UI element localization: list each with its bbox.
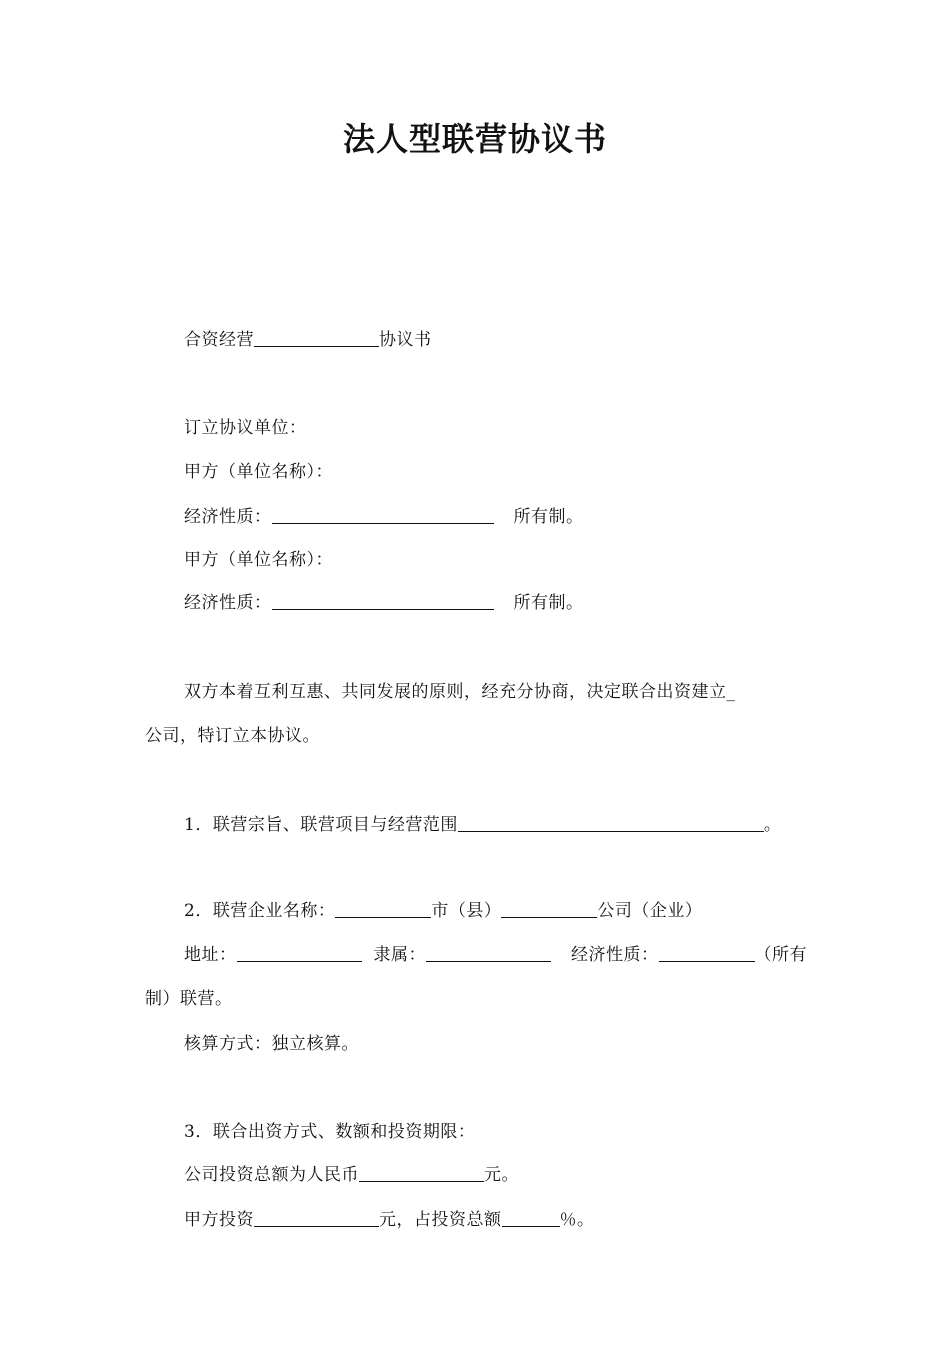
party-a-investment-mid: 元，占投资总额 bbox=[379, 1210, 502, 1230]
nature-label: 经济性质： bbox=[184, 507, 272, 527]
total-investment-line bbox=[184, 1162, 519, 1188]
company-label: 公司（企业） bbox=[597, 901, 703, 921]
document-title: 法人型联营协议书 bbox=[342, 120, 607, 158]
ownership-text: 所有制。 bbox=[513, 507, 584, 527]
item-3-line-1 bbox=[184, 1119, 475, 1145]
item-3-number: 3． bbox=[184, 1122, 213, 1142]
preamble-blank: _ bbox=[726, 682, 736, 702]
company-blank bbox=[501, 899, 597, 918]
party-a-name-2: 甲方（单位名称）： bbox=[184, 550, 333, 570]
ownership-open: （所有 bbox=[754, 945, 807, 965]
item-2-line-2 bbox=[184, 942, 807, 968]
item-1-blank bbox=[458, 813, 764, 832]
party-a-name-1: 甲方（单位名称）： bbox=[184, 462, 333, 482]
accounting-method: 核算方式：独立核算。 bbox=[184, 1034, 359, 1054]
preamble-text: 双方本着互利互惠、共同发展的原则，经充分协商，决定联合出资建立 bbox=[184, 682, 727, 702]
nature-blank bbox=[659, 943, 755, 962]
affiliation-blank bbox=[426, 943, 551, 962]
affiliation-label: 隶属： bbox=[373, 945, 426, 965]
city-label: 市（县） bbox=[431, 901, 502, 921]
agreement-name-line bbox=[184, 327, 432, 353]
agreement-name-suffix: 协议书 bbox=[379, 330, 432, 350]
agreement-name-prefix: 合资经营 bbox=[184, 330, 254, 350]
item-1-text: 联营宗旨、联营项目与经营范围 bbox=[212, 815, 458, 835]
total-investment-suffix: 元。 bbox=[484, 1165, 519, 1185]
total-investment-blank bbox=[359, 1163, 484, 1182]
nature-blank bbox=[272, 505, 494, 524]
city-blank bbox=[335, 899, 431, 918]
item-2-number: 2． bbox=[184, 901, 213, 921]
nature-label: 经济性质： bbox=[571, 945, 659, 965]
total-investment-prefix: 公司投资总额为人民币 bbox=[184, 1165, 359, 1185]
party-a-investment-prefix: 甲方投资 bbox=[184, 1210, 254, 1230]
item-1-end: 。 bbox=[763, 815, 782, 835]
item-2-text: 联营企业名称： bbox=[212, 901, 336, 921]
item-3-text: 联合出资方式、数额和投资期限： bbox=[212, 1122, 476, 1142]
item-2-line-1 bbox=[184, 898, 702, 924]
ownership-text: 所有制。 bbox=[513, 593, 584, 613]
item-1-number: 1． bbox=[184, 815, 213, 835]
agreement-name-blank bbox=[254, 328, 379, 347]
nature-blank bbox=[272, 591, 494, 610]
party-a-investment-suffix: ％。 bbox=[559, 1210, 595, 1230]
parties-heading: 订立协议单位： bbox=[184, 418, 307, 438]
party-a-nature-line-1 bbox=[184, 504, 584, 530]
party-a-nature-line-2 bbox=[184, 590, 584, 616]
preamble-line-2: 公司，特订立本协议。 bbox=[145, 726, 320, 746]
party-a-investment-line bbox=[184, 1207, 595, 1233]
item-2-line-3: 制）联营。 bbox=[145, 989, 233, 1009]
item-1 bbox=[184, 812, 781, 838]
address-label: 地址： bbox=[184, 945, 237, 965]
nature-label: 经济性质： bbox=[184, 593, 272, 613]
party-a-percent-blank bbox=[502, 1208, 560, 1227]
party-a-investment-blank bbox=[254, 1208, 379, 1227]
address-blank bbox=[237, 943, 362, 962]
preamble-line-1 bbox=[184, 679, 736, 705]
